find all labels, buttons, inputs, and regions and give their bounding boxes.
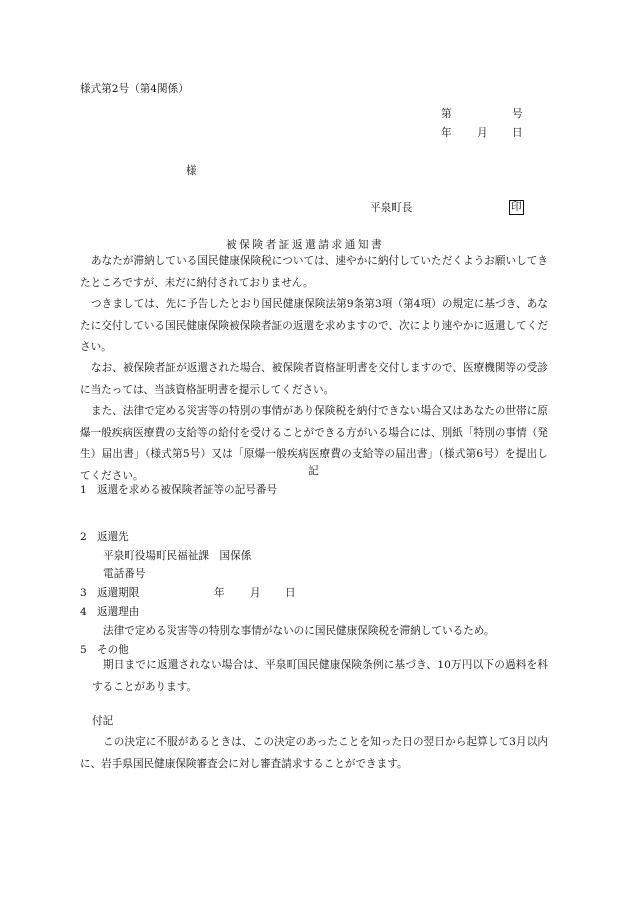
paragraph-3: なお、被保険者証が返還された場合、被保険者資格証明書を交付しますので、医療機関等の受診に当たっては、当該資格証明書を提示してください。 xyxy=(80,362,548,396)
item-3-month: 月 xyxy=(250,587,261,599)
item-2-destination: 平泉町役場町民福祉課 国保係 xyxy=(103,550,252,562)
item-3-day: 日 xyxy=(285,587,296,599)
item-4-label: 返還理由 xyxy=(97,606,140,618)
seal-mark xyxy=(509,200,524,215)
addressee-suffix: 様 xyxy=(186,165,197,177)
seal-label: 印 xyxy=(511,201,522,213)
date-month: 月 xyxy=(477,127,488,139)
item-4-number: 4 xyxy=(80,606,87,618)
item-3-year: 年 xyxy=(214,587,225,599)
item-4-text: 法律で定める災害等の特別な事情がないのに国民健康保険税を滞納しているため。 xyxy=(103,625,495,637)
item-5-label: その他 xyxy=(97,644,129,656)
document-title: 被保険者証返還請求通知書 xyxy=(226,239,385,251)
item-1-number: 1 xyxy=(80,484,87,496)
paragraph-1: あなたが滞納している国民健康保険税については、速やかに納付していただくようお願いしてきたところですが、未だに納付されておりません。 xyxy=(80,255,548,289)
note-text: この決定に不服があるときは、この決定のあったことを知った日の翌日から起算して3月以内に、岩手県国民健康保険審査会に対し審査請求することができます。 xyxy=(80,736,548,770)
ki-heading: 記 xyxy=(308,465,319,477)
item-1-label: 返還を求める被保険者証等の記号番号 xyxy=(97,484,278,496)
item-5-text: 期日までに返還されない場合は、平泉町国民健康保険条例に基づき、10万円以下の過料を科することがあります。 xyxy=(92,659,548,693)
paragraph-4: また、法律で定める災害等の特別の事情があり保険税を納付できない場合又はあなたの世帯に原爆一般疾病医療費の支給等の給付を受けることができる方がいる場合には、別紙「特別の事情（発生）届出書」（様式第5号）又は「原爆一般疾病医療費の支給等の届出書」（様式第6号）を提出してください。 xyxy=(80,405,548,482)
form-id: 様式第2号（第4関係） xyxy=(80,83,189,95)
item-2-label: 返還先 xyxy=(97,531,129,543)
paragraph-2: つきましては、先に予告したとおり国民健康保険法第9条第3項（第4項）の規定に基づき、あなたに交付している国民健康保険被保険者証の返還を求めますので、次により速やかに返還してください。 xyxy=(80,298,548,353)
item-3-label: 返還期限 xyxy=(97,587,140,599)
item-5-number: 5 xyxy=(80,644,87,656)
date-year: 年 xyxy=(441,127,452,139)
note-label: 付記 xyxy=(92,715,114,727)
number-suffix: 号 xyxy=(512,108,523,120)
item-2-phone: 電話番号 xyxy=(103,568,146,580)
number-label: 第 xyxy=(441,108,452,120)
item-3-number: 3 xyxy=(80,587,87,599)
item-2-number: 2 xyxy=(80,531,87,543)
issuer: 平泉町長 xyxy=(370,202,413,214)
date-day: 日 xyxy=(512,127,523,139)
